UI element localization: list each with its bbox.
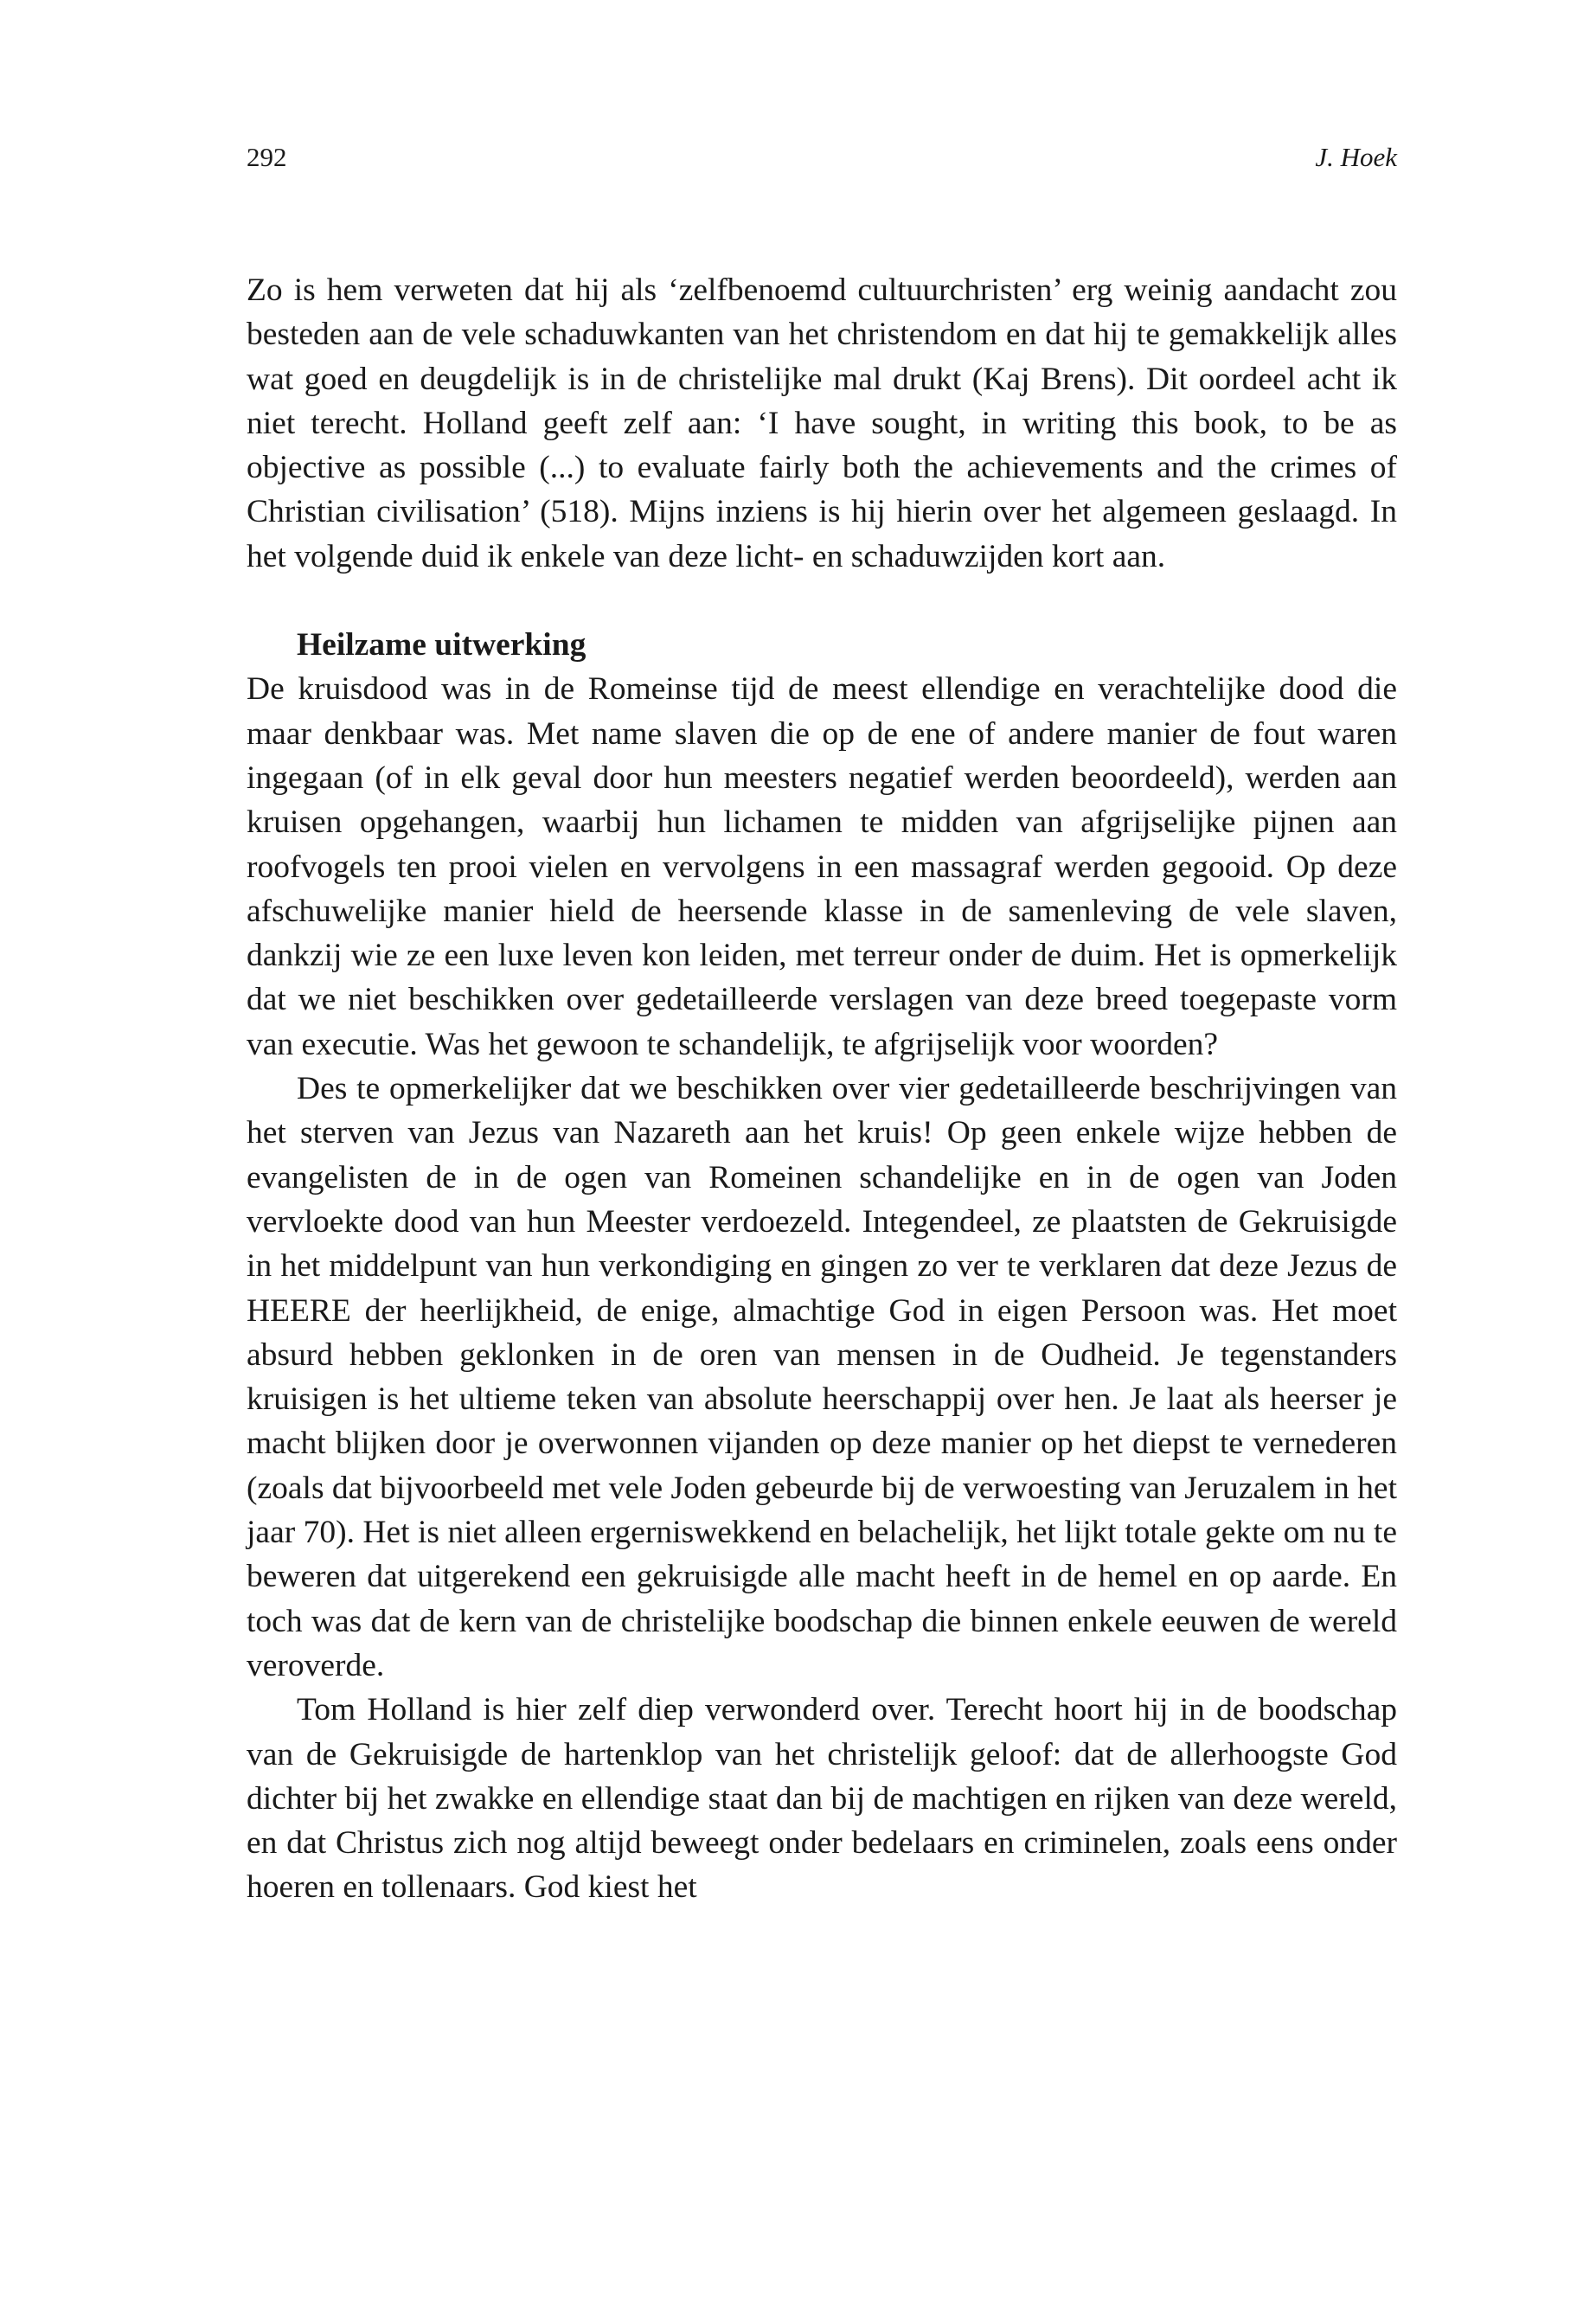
section-heading: Heilzame uitwerking [297, 627, 586, 663]
main-text [247, 268, 1397, 1910]
running-header [247, 138, 1397, 176]
body-paragraph: Des te opmerkelijker dat we beschikken over vier gedetailleerde beschrijvingen van het sterven van Jezus van Nazareth aan het kruis! Op geen enkele wijze hebben de evangelisten de in de ogen van Romeinen schandelijke en in de ogen van Joden vervloekte dood van hun Meester verdoezeld. Integendeel, ze plaatsten de Gekruisigde in het middelpunt van hun verkondiging en gingen zo ver te verklaren dat deze Jezus de HEERE der heerlijkheid, de enige, almachtige God in eigen Persoon was. Het moet absurd hebben geklonken in de oren van mensen in de Oudheid. Je tegenstanders kruisigen is het ultieme teken van absolute heerschappij over hen. Je laat als heerser je macht blijken door je overwonnen vijanden op deze manier op het diepst te vernederen (zoals dat bijvoorbeeld met vele Joden gebeurde bij de verwoesting van Jeruzalem in het jaar 70). Het is niet alleen ergerniswekkend en belachelijk, het lijkt totale gekte om nu te beweren dat uitgerekend een gekruisigde alle macht heeft in de hemel en op aarde. En toch was dat de kern van de christelijke boodschap die binnen enkele eeuwen de wereld veroverde. [247, 1071, 1397, 1683]
body-paragraph: De kruisdood was in de Romeinse tijd de meest ellendige en verachtelijke dood die maar denkbaar was. Met name slaven die op de ene of andere manier de fout waren ingegaan (of in elk geval door hun meesters negatief werden beoordeeld), werden aan kruisen opgehangen, waarbij hun lichamen te midden van afgrijselijke pijnen aan roofvogels ten prooi vielen en vervolgens in een massagraf werden gegooid. Op deze afschuwelijke manier hield de heersende klasse in de samenleving de vele slaven, dankzij wie ze een luxe leven kon leiden, met terreur onder de duim. Het is opmerkelijk dat we niet beschikken over gedetailleerde verslagen van deze breed toegepaste vorm van executie. Was het gewoon te schandelijk, te afgrijselijk voor woorden? [247, 671, 1397, 1062]
body-paragraph: Zo is hem verweten dat hij als ‘zelfbenoemd cultuurchristen’ erg weinig aandacht zou besteden aan de vele schaduwkanten van het christendom en dat hij te gemakkelijk alles wat goed en deugdelijk is in de christelijke mal drukt (Kaj Brens). Dit oordeel acht ik niet terecht. Holland geeft zelf aan: ‘I have sought, in writing this book, to be as objective as possible (...) to evaluate fairly both the achievements and the crimes of Christian civilisation’ (518). Mijns inziens is hij hierin over het algemeen geslaagd. In het volgende duid ik enkele van deze licht- en schaduwzijden kort aan. [247, 272, 1397, 574]
body-paragraph: Tom Holland is hier zelf diep verwonderd over. Terecht hoort hij in de boodschap van de Gekruisigde de hartenklop van het christelijk geloof: dat de allerhoogste God dichter bij het zwakke en ellendige staat dan bij de machtigen en rijken van deze wereld, en dat Christus zich nog altijd beweegt onder bedelaars en criminelen, zoals eens onder hoeren en tollenaars. God kiest het [247, 1692, 1397, 1906]
running-head-author: J. Hoek [1315, 142, 1397, 172]
page-number: 292 [247, 142, 287, 172]
